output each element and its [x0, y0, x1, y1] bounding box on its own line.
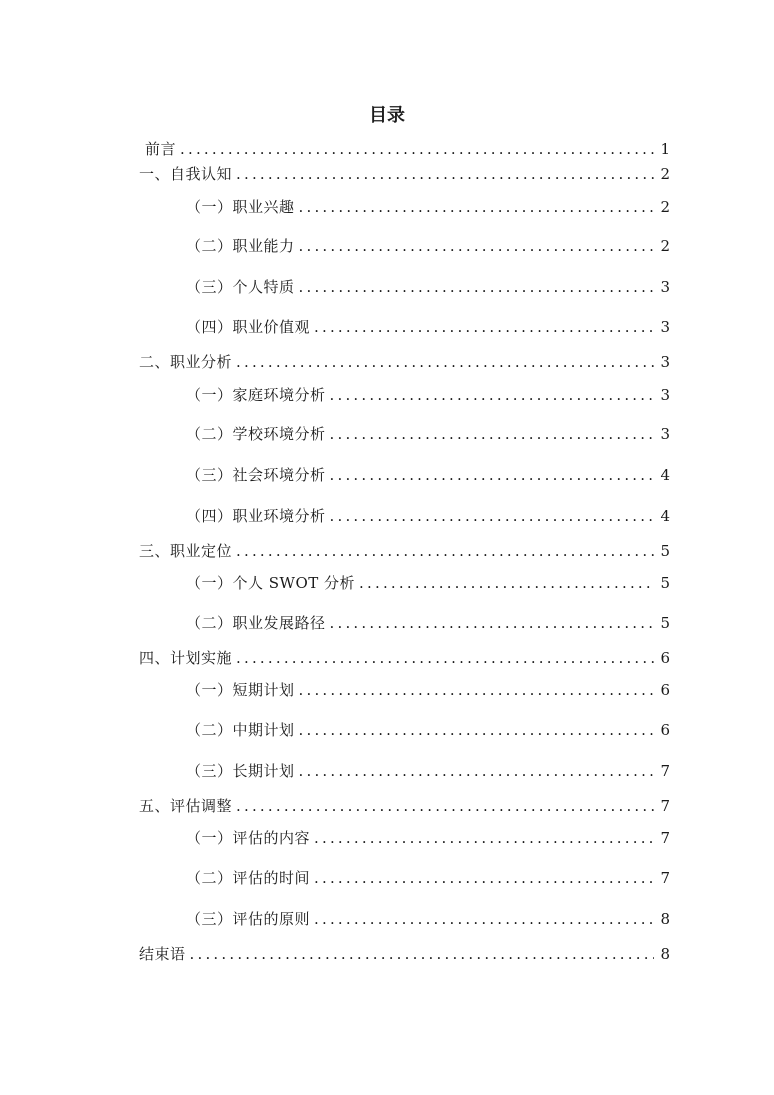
toc-entry-subsection[interactable]: [186, 680, 670, 700]
toc-leader-dots: [330, 385, 654, 405]
toc-entry-label: （二）中期计划: [186, 721, 295, 739]
toc-page-number: 3: [660, 318, 670, 336]
toc-title: 目录: [369, 105, 405, 126]
toc-leader-dots: [330, 613, 654, 633]
toc-entry-subsection[interactable]: [186, 424, 670, 444]
toc-entry-subsection[interactable]: [186, 197, 670, 217]
toc-page-number: 6: [660, 721, 670, 739]
toc-leader-dots: [299, 277, 654, 297]
toc-leader-dots: [359, 573, 654, 593]
toc-entry-subsection[interactable]: [186, 317, 670, 337]
toc-entry-label: （一）评估的内容: [186, 829, 311, 847]
toc-entry-subsection[interactable]: [186, 761, 670, 781]
toc-page-number: 7: [660, 762, 670, 780]
toc-page-number: 5: [660, 614, 670, 632]
toc-entry-subsection[interactable]: [186, 828, 670, 848]
toc-leader-dots: [236, 796, 654, 816]
toc-leader-dots: [299, 236, 654, 256]
toc-page-number: 5: [660, 574, 670, 592]
toc-entry-label: 一、自我认知: [139, 165, 233, 183]
toc-leader-dots: [180, 139, 654, 159]
toc-entry-subsection[interactable]: [186, 385, 670, 405]
toc-entry-subsection[interactable]: [186, 868, 670, 888]
toc-entry-preface[interactable]: [145, 139, 670, 159]
toc-entry-label: （一）个人 SWOT 分析: [186, 574, 356, 592]
toc-entry-subsection[interactable]: [186, 909, 670, 929]
toc-entry-section-4[interactable]: [139, 648, 670, 668]
toc-entry-label: （三）个人特质: [186, 278, 295, 296]
toc-leader-dots: [236, 164, 654, 184]
toc-entry-section-5[interactable]: [139, 796, 670, 816]
toc-entry-section-3[interactable]: [139, 541, 670, 561]
toc-entry-label: 三、职业定位: [139, 542, 233, 560]
toc-page-number: 7: [660, 797, 670, 815]
toc-entry-label: 五、评估调整: [139, 797, 233, 815]
toc-page-number: 4: [660, 507, 670, 525]
toc-entry-label: （四）职业环境分析: [186, 507, 326, 525]
toc-leader-dots: [299, 720, 654, 740]
toc-entry-label: （一）短期计划: [186, 681, 295, 699]
toc-page-number: 3: [660, 425, 670, 443]
toc-entry-subsection[interactable]: [186, 573, 670, 593]
toc-page-number: 4: [660, 466, 670, 484]
toc-entry-label: （三）社会环境分析: [186, 466, 326, 484]
toc-entry-section-1[interactable]: [139, 164, 670, 184]
toc-page-number: 7: [660, 829, 670, 847]
toc-entry-subsection[interactable]: [186, 720, 670, 740]
toc-leader-dots: [299, 680, 654, 700]
toc-page-number: 6: [660, 649, 670, 667]
toc-entry-label: （二）学校环境分析: [186, 425, 326, 443]
toc-leader-dots: [190, 944, 654, 964]
toc-entry-label: （一）职业兴趣: [186, 198, 295, 216]
toc-entry-label: （一）家庭环境分析: [186, 386, 326, 404]
toc-page-number: 7: [660, 869, 670, 887]
toc-entry-subsection[interactable]: [186, 613, 670, 633]
toc-page-number: 2: [660, 198, 670, 216]
toc-page-number: 1: [660, 140, 670, 158]
toc-entry-label: （二）评估的时间: [186, 869, 311, 887]
toc-leader-dots: [299, 197, 654, 217]
toc-entry-label: （二）职业能力: [186, 237, 295, 255]
toc-entry-label: （三）长期计划: [186, 762, 295, 780]
toc-entry-subsection[interactable]: [186, 506, 670, 526]
toc-entry-subsection[interactable]: [186, 236, 670, 256]
toc-leader-dots: [236, 541, 654, 561]
toc-page-number: 3: [660, 386, 670, 404]
toc-page-number: 3: [660, 278, 670, 296]
toc-leader-dots: [330, 424, 654, 444]
toc-leader-dots: [314, 909, 654, 929]
toc-leader-dots: [314, 868, 654, 888]
toc-entry-label: 结束语: [139, 945, 186, 963]
toc-leader-dots: [330, 465, 654, 485]
toc-page-number: 8: [660, 945, 670, 963]
toc-page-number: 2: [660, 237, 670, 255]
toc-leader-dots: [314, 828, 654, 848]
toc-entry-subsection[interactable]: [186, 465, 670, 485]
toc-entry-label: 四、计划实施: [139, 649, 233, 667]
toc-entry-label: 前言: [145, 140, 177, 158]
toc-entry-label: （三）评估的原则: [186, 910, 311, 928]
toc-page-number: 3: [660, 353, 670, 371]
toc-entry-subsection[interactable]: [186, 277, 670, 297]
toc-leader-dots: [330, 506, 654, 526]
toc-leader-dots: [236, 648, 654, 668]
toc-page-number: 5: [660, 542, 670, 560]
toc-page-number: 8: [660, 910, 670, 928]
toc-leader-dots: [299, 761, 654, 781]
toc-entry-section-2[interactable]: [139, 352, 670, 372]
toc-page-number: 6: [660, 681, 670, 699]
toc-entry-conclusion[interactable]: [139, 944, 670, 964]
toc-leader-dots: [236, 352, 654, 372]
toc-leader-dots: [314, 317, 654, 337]
toc-entry-label: （二）职业发展路径: [186, 614, 326, 632]
toc-entry-label: （四）职业价值观: [186, 318, 311, 336]
toc-entry-label: 二、职业分析: [139, 353, 233, 371]
toc-page-number: 2: [660, 165, 670, 183]
